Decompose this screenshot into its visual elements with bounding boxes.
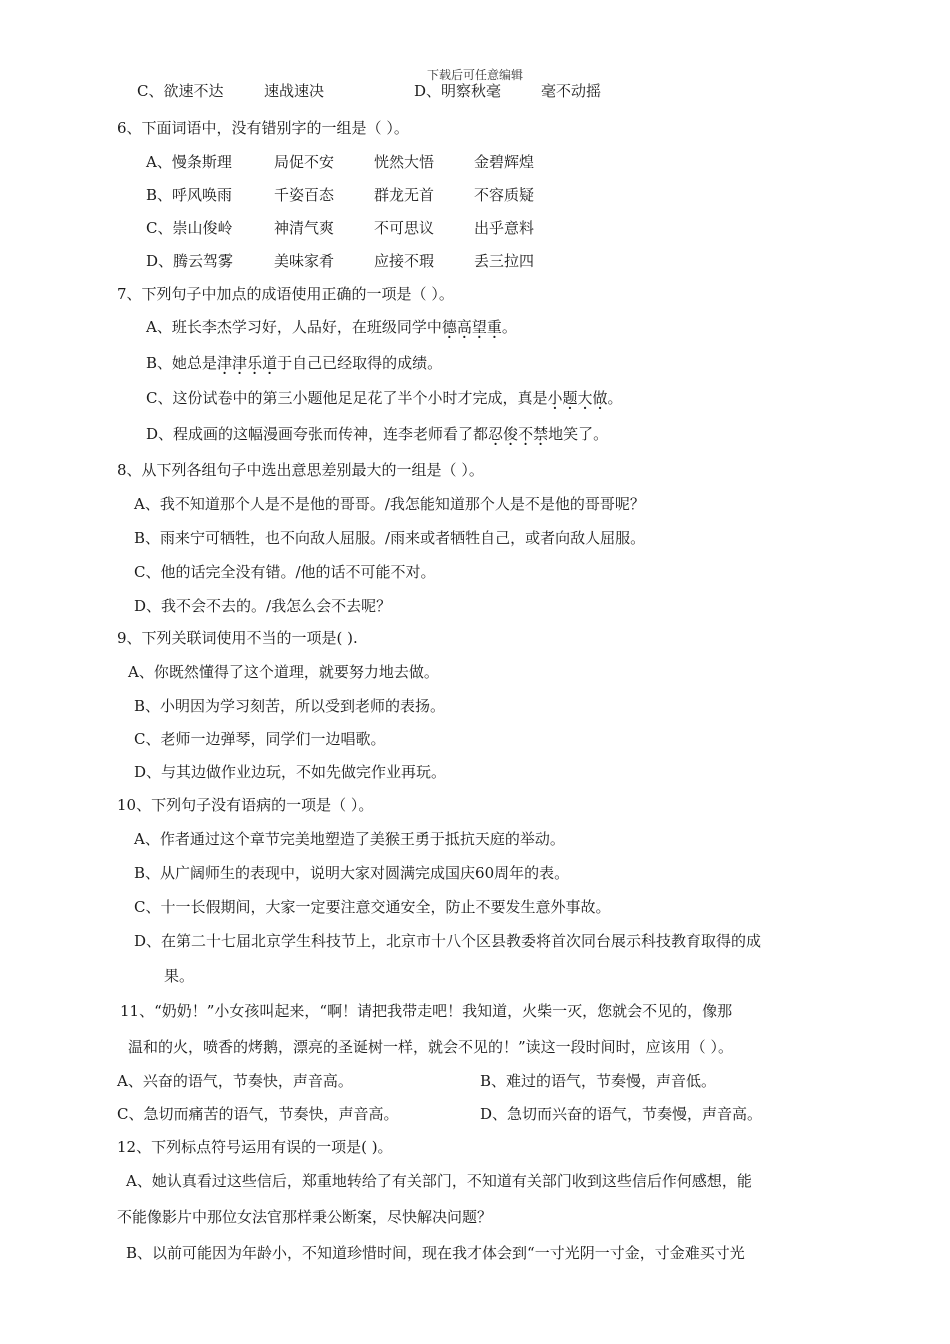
q6-b-word1: B、呼风唤雨: [146, 186, 233, 204]
q6-d-word4: 丢三拉四: [474, 252, 535, 270]
q6-c-word1: C、崇山俊岭: [146, 219, 233, 237]
q10-option-b: B、从广阔师生的表现中，说明大家对圆满完成国庆60周年的表。: [134, 864, 570, 882]
q6-c-word3: 不可思议: [374, 219, 435, 237]
q11-line1: 11、“奶奶！”小女孩叫起来，“啊！请把我带走吧！我知道，火柴一灭，您就会不见的，像那: [120, 1002, 733, 1020]
q7-b-dotted-char: 津: [232, 354, 248, 372]
q6-d-word1: D、腾云驾雾: [146, 252, 234, 270]
q10-option-d: D、在第二十七届北京学生科技节上，北京市十八个区县教委将首次同台展示科技教育取得的成: [134, 932, 762, 950]
q7-a-dotted-char: 高: [456, 318, 472, 336]
q11-option-d: D、急切而兴奋的语气，节奏慢，声音高。: [480, 1105, 763, 1123]
q10-stem: 10、下列句子没有语病的一项是（ ）。: [117, 796, 374, 814]
q7-d-tail: 地笑了。: [548, 425, 609, 443]
q7-option-d: [146, 424, 608, 444]
q11-option-c: C、急切而痛苦的语气，节奏快，声音高。: [117, 1105, 399, 1123]
q7-a-dotted-char: 德: [441, 318, 457, 336]
q8-option-b: B、雨来宁可牺牲，也不向敌人屈服。/雨来或者牺牲自己，或者向敌人屈服。: [134, 529, 646, 547]
q6-d-word2: 美味家肴: [274, 252, 335, 270]
q6-b-word2: 千姿百态: [274, 186, 335, 204]
q12-stem: 12、下列标点符号运用有误的一项是( )。: [117, 1138, 393, 1156]
q7-c-dotted-char: 题: [562, 389, 578, 407]
q11-line2: 温和的火，喷香的烤鹅，漂亮的圣诞树一样，就会不见的！”读这一段时间时，应该用（ ）。: [128, 1038, 733, 1056]
q7-c-text: C、这份试卷中的第三小题他足足花了半个小时才完成，真是: [146, 389, 548, 407]
q6-a-word1: A、慢条斯理: [146, 153, 232, 171]
q9-option-c: C、老师一边弹琴，同学们一边唱歌。: [134, 730, 386, 748]
q7-option-a: [146, 317, 517, 337]
q10-option-d-continued: 果。: [164, 967, 195, 985]
q7-option-b: [146, 353, 442, 373]
q7-c-dotted-char: 做: [592, 389, 608, 407]
q8-stem: 8、从下列各组句子中选出意思差别最大的一组是（ ）。: [117, 461, 484, 479]
page-header: 下载后可任意编辑: [426, 68, 523, 82]
q6-a-word2: 局促不安: [274, 153, 335, 171]
q6-b-word3: 群龙无首: [374, 186, 435, 204]
q12-option-a-line2: 不能像影片中那位女法官那样秉公断案，尽快解决问题？: [117, 1208, 493, 1226]
q9-stem: 9、下列关联词使用不当的一项是( ).: [117, 629, 358, 647]
q8-option-d: D、我不会不去的。/我怎么会不去呢？: [134, 597, 392, 615]
q11-option-a: A、兴奋的语气，节奏快，声音高。: [117, 1072, 353, 1090]
q7-option-c: [146, 388, 623, 408]
q11-option-b: B、难过的语气，节奏慢，声音低。: [480, 1072, 717, 1090]
q7-c-tail: 。: [607, 389, 623, 407]
q6-stem: 6、下面词语中，没有错别字的一组是（ ）。: [117, 119, 409, 137]
q5-option-d-word1: D、明察秋毫: [414, 82, 502, 100]
q10-option-a: A、作者通过这个章节完美地塑造了美猴王勇于抵抗天庭的举动。: [134, 830, 565, 848]
q7-d-dotted-char: 俊: [503, 425, 519, 443]
q6-d-word3: 应接不瑕: [374, 252, 435, 270]
q6-b-word4: 不容质疑: [474, 186, 535, 204]
q7-c-dotted-char: 大: [577, 389, 593, 407]
q7-d-dotted-char: 忍: [488, 425, 504, 443]
q6-a-word4: 金碧辉煌: [474, 153, 535, 171]
q5-option-d-word2: 毫不动摇: [541, 82, 602, 100]
q7-b-dotted-char: 乐: [247, 354, 263, 372]
q6-a-word3: 恍然大悟: [374, 153, 435, 171]
q7-c-dotted-char: 小: [547, 389, 563, 407]
q7-a-text: A、班长李杰学习好，人品好，在班级同学中: [146, 318, 442, 336]
q7-b-tail: 于自己已经取得的成绩。: [277, 354, 443, 372]
q8-option-a: A、我不知道那个人是不是他的哥哥。/我怎能知道那个人是不是他的哥哥呢？: [134, 495, 645, 513]
q9-option-d: D、与其边做作业边玩，不如先做完作业再玩。: [134, 763, 447, 781]
q7-a-dotted-char: 重: [486, 318, 502, 336]
q7-a-tail: 。: [501, 318, 517, 336]
q6-c-word4: 出乎意料: [474, 219, 535, 237]
q7-d-dotted-char: 不: [518, 425, 534, 443]
q7-b-dotted-char: 津: [217, 354, 233, 372]
q9-option-a: A、你既然懂得了这个道理，就要努力地去做。: [128, 663, 439, 681]
q7-d-dotted-char: 禁: [533, 425, 549, 443]
q5-option-c-word1: C、欲速不达: [137, 82, 224, 100]
q8-option-c: C、他的话完全没有错。/他的话不可能不对。: [134, 563, 436, 581]
q7-a-dotted-char: 望: [471, 318, 487, 336]
q7-d-text: D、程成画的这幅漫画夸张而传神，连李老师看了都: [146, 425, 489, 443]
q9-option-b: B、小明因为学习刻苦，所以受到老师的表扬。: [134, 697, 446, 715]
q12-option-a-line1: A、她认真看过这些信后，郑重地转给了有关部门，不知道有关部门收到这些信后作何感想，能: [126, 1172, 752, 1190]
q7-b-text: B、她总是: [146, 354, 218, 372]
q5-option-c-word2: 速战速决: [264, 82, 325, 100]
q7-b-dotted-char: 道: [262, 354, 278, 372]
q10-option-c: C、十一长假期间，大家一定要注意交通安全，防止不要发生意外事故。: [134, 898, 611, 916]
q7-stem: 7、下列句子中加点的成语使用正确的一项是（ ）。: [117, 285, 454, 303]
q12-option-b-line1: B、以前可能因为年龄小，不知道珍惜时间，现在我才体会到“一寸光阴一寸金，寸金难买寸光: [126, 1244, 745, 1262]
q6-c-word2: 神清气爽: [274, 219, 335, 237]
